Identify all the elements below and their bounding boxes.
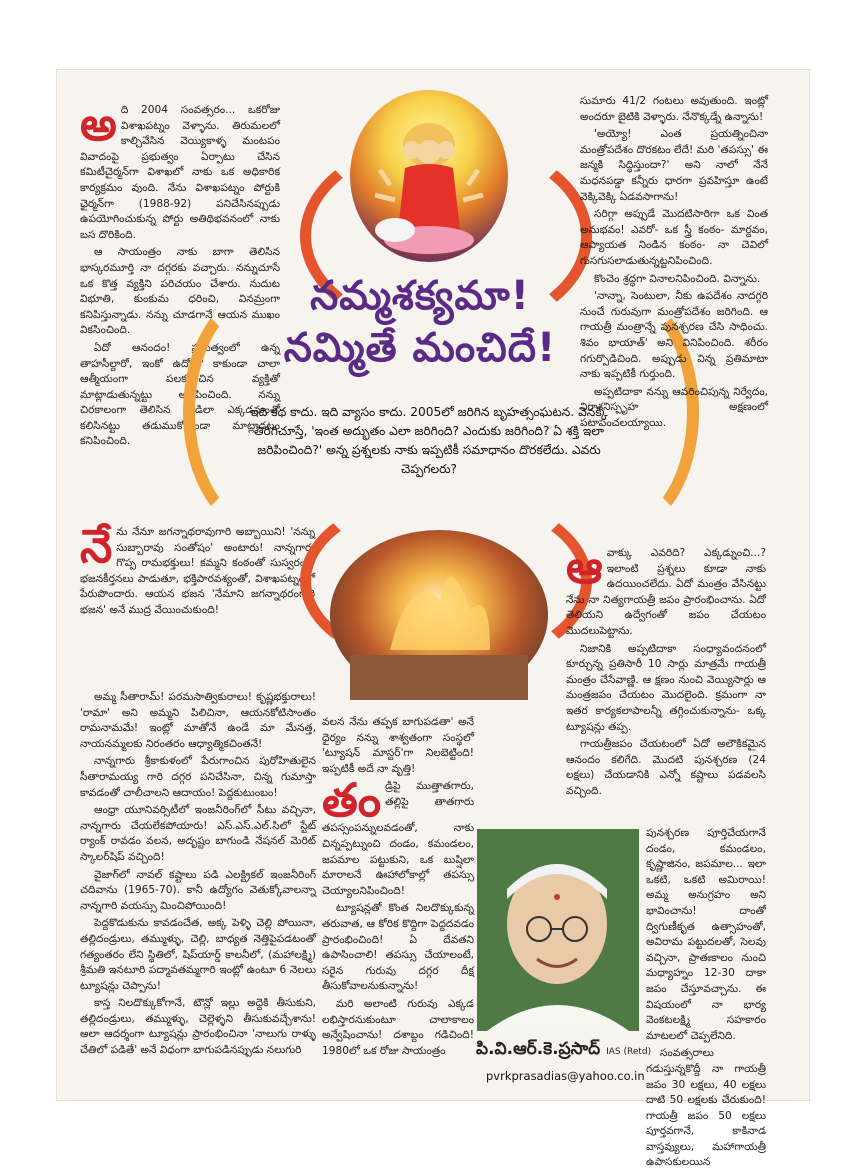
column-2-bottom [322, 715, 474, 1100]
paragraph: పునశ్చరణ పూర్తిచేయగానే దండం, కమండలం, కృష్ణాజినం, జపమాల... ఇలా ఒకటి, ఒకటి అమిరాయి! అమ్మ అనుగ్రహం అని భావించాను! దాంతో ద్విగుణీకృత ఉత్సాహంతో, అవిరామ పట్టుదలతో, సెలవు వచ్చినా, ప్రాతఃకాలం నుంచి మధ్యాహ్నం 12-30 దాకా జపం చేస్తూవచ్చాను. ఈ విషయంలో నా భార్య వెంకటలక్ష్మి సహకారం మాటలలో చెప్పలేనిది. [646, 827, 766, 1042]
paragraph: గాయత్రీజపం చేయటంలో ఏదో అలౌకికమైన ఆనందం కలిగేది. మొదటి పునశ్చరణ (24 లక్షలు) చేయడానికి ఎన్నో కష్టాలు పడవలసి వచ్చింది. [566, 738, 766, 797]
paragraph: సంవత్సరాలు గడుస్తున్నకొద్దీ నా గాయత్రీ జపం 30 లక్షలు, 40 లక్షలు దాటి 50 లక్షలకు చేరుకుంది! గాయత్రీ జపం 50 లక్షలు పూర్తవగానే, కాకినాడ వాస్తవ్యులు, మహాగాయత్రీ ఉపాసకులయిన [646, 1047, 766, 1169]
paragraph: డ్రిపై ముత్తాతగారు, తల్లిపై తాతగారు తపస్సంపన్నులవడంతో, నాకు చిన్నప్పట్నుంచి దండం, కమండలం, జపమాల పట్టుకుని, ఒక బుష్షిలా మారాలనే ఊహాలోకాల్లో తపస్సు చెయ్యాలనిపించింది! [322, 780, 474, 897]
paragraph: 'అయ్యో! ఎంత ప్రయత్నించినా మంత్రోపదేశం దొరకటం లేదే! మరి 'తపస్సు' ఈ జన్మకి సిద్ధిస్తుందా?' అని నాలో నేనే మధనపడ్డా కన్నీరు ధారగా ప్రవహిస్తూ ఉంటే వెక్కివెక్కి ఏడవసాగాను! [580, 128, 768, 203]
column-1-bottom [80, 690, 316, 1100]
intro-text: ఇది కథ కాదు. ఇది వ్యాసం కాదు. 2005లో జరిగిన బృహత్సంఘటన. వెనక్కి తిరిగిచూస్తే, 'ఇంత అద్భుతం ఎలా జరిగింది? ఎందుకు జరిగింది? ఏ శక్తి ఇలా జరిపించింది?' అన్న ప్రశ్నలకు నాకు ఇప్పటికీ సమాధానం దొరకలేదు. ఎవరు చెప్పగలరు? [250, 405, 608, 476]
column-3-bottom [566, 540, 766, 826]
paragraph: ది 2004 సంవత్సరం... ఒకరోజు విశాఖపట్నం వెళ్ళాను. తిరుమలలో కాల్చివేసిన వెయ్యికాళ్ళ మంటపం వివాదంపై ప్రభుత్వం ఏర్పాటు చేసిన కమిటీచైర్మన్‌గా విశాఖలో నాకు ఒక అధికారిక కార్యక్రమం వుంది. నేను విశాఖపట్నం పోర్టుకి ఛైర్మన్‌గా (1988-92) పనిచేసినప్పుడు ఉపయోగించుకున్న పోర్టు అతిథిభవనంలో నాకు బస దొరికింది. [80, 104, 280, 241]
paragraph: ఏదో ఆనందం! ప్రభుత్వంలో ఉన్న తాహసీల్దారో, ఇంకో ఉద్యోగో కాకుండా చాలా ఆత్మీయంగా పలకరించిన వ్యక్తితో మాట్లాడుతున్నట్టు అనిపించింది. నన్ను చిరకాలంగా తెలిసిన వాడిలా ఎక్కడనుంచో కలిసినట్టు తడుముకోకుండా మాట్లాడటం కనిపించింది. [80, 341, 280, 448]
paragraph: ను నేనూ జగన్నాథరావుగారి అబ్బాయిని! 'నన్ను సుబ్బారావు సంతోషం' అంటారు! నాన్నగారు గొప్ప రామభక్తులు! కమ్మని కంఠంతో సుస్వరంగా భజనకీర్తనలు పాడుతూ, భక్తిపారవశ్యంతో, విశాఖపట్నంలో పేరుపొందారు. ఆయన భజన 'నేమాని జగన్నాథరంగారి భజన' అనే ముద్ర వేయించుకుంది! [80, 526, 315, 616]
author-email[interactable]: pvrkprasadias@yahoo.co.in [486, 1069, 645, 1083]
column-1-mid [80, 519, 315, 690]
paragraph: అప్పటిదాకా నన్ను ఆవరించిపున్న నిర్వేదం, నిరాశనిస్పృహ అక్షణంలో పటాపంచలయ్యాయి. [580, 385, 768, 429]
paragraph: నిజానికి అప్పటిదాకా సంధ్యావందనంలో కూర్చున్న ప్రతిసారీ 10 సార్లు మాత్రమే గాయత్రీ మంత్రం చేసేవాణ్ణి. ఆ క్షణం నుంచి వెయ్యిసార్లు ఆ మంత్రజపం చేయటం మొదలైంది. క్రమంగా నా ఇతర కార్యకలాపాలన్నీ తగ్గించుకున్నాను- ఒక్క ట్యూషన్లు తప్ప. [566, 642, 766, 733]
paragraph: ఆ సాయంత్రం నాకు బాగా తెలిసిన భాస్కరమూర్తి నా దగ్గరకు వచ్చారు. నన్నుచూసే ఒక కొత్త వ్యక్తిని పరిచయం చేశారు. నుదుట విభూతి, కుంకుమ ధరించి, వినమ్రంగా కనిపిస్తున్నాడు. నన్ను చూడగానే ఆయన ముఖం వికసించింది. [80, 246, 280, 337]
headline [230, 270, 610, 374]
paragraph: అమ్మ సీతారామ్! పరమసాత్వికురాలు! కృష్ణభక్తురాలు! 'రామా' అని అమ్మని పిలిచినా, ఆయనకోటిసాంతం రామనామమే! ఇంట్లో మాతోనే ఉండే మా మేనత్త, నాయనమ్మలకు నిరంతరం ఆధ్యాత్మికచింతనే! [80, 691, 316, 750]
paragraph: ఆంధ్రా యూనివర్సిటీలో ఇంజనీరింగ్‌లో సీటు వచ్చినా, నాన్నగారు చేయలేకపోయారు! ఎస్.ఎస్.ఎల్.సిలో స్టేట్ ర్యాంక్ రావడం వలన, అదృష్టం బాగుండి నేషనల్ మెరిట్ స్కాలర్‌షిప్ వచ్చింది! [80, 804, 316, 863]
headline-line-2: నమ్మితే మంచిదే! [283, 325, 557, 371]
paragraph: సరిగ్గా అప్పుడే మొదటిసారిగా ఒక వింత అనుభవం! ఎవరో- ఒక స్త్రీ కంఠం- మార్దవం, ఆప్యాయత నిండిన కంఠం- నా చెవిలో గుసగుసలాడుతున్నట్టనిపించింది. [580, 208, 768, 267]
paragraph: 'నాన్నా, సెంటులా, నీకు ఉపదేశం నాదగ్గరి నుంచే గురువుగా మంత్రోపదేశం జరిగింది. ఆ గాయత్రీ మంత్రాన్నే పునశ్చరణ చేసి సాధించు. శివం భాయాత్' అని వినిపించింది. శరీరం గగుర్పొడిచింది. అప్పుడు విన్న ప్రతిమాటా నాకు ఇప్పటికీ గుర్తుంది. [580, 290, 768, 381]
paragraph: మరి అలాంటి గురువు ఎక్కడ లభిస్తారనుకుంటూ చాలాకాలం అన్వేషించాను! దశాబ్దం గడిచింది! 1980లో ఒక రోజు సాయంత్రం [322, 997, 474, 1057]
drop-cap: అ [80, 97, 117, 151]
author-photo [477, 829, 639, 1031]
headline-line-1: నమ్మశక్యమా! [310, 273, 530, 319]
paragraph: సుమారు 41/2 గంటలు అవుతుంది. ఇంట్లో అందరూ బైటికి వెళ్ళారు. నేనొక్కడ్నే ఉన్నాను! [580, 95, 768, 123]
author-title: IAS (Retd) [606, 1047, 652, 1057]
paragraph: ట్యూషన్లతో కొంత నిలదొక్కుకున్న తరువాత, ఆ కోరిక కొద్దిగా పెద్దదవడం ప్రారంభించింది! ఏ దేవతని ఉపాసించాలి! తపస్సు చేయాలంటే, సరైన గురువు దగ్గర దీక్ష తీసుకోవాలనుకున్నాను! [322, 902, 474, 993]
author-name: పి.వి.ఆర్.కె.ప్రసాద్ [476, 1039, 601, 1059]
paragraph: వైజాగ్‌లో నావల్ కష్టాలు పడి ఎలక్ట్రికల్ ఇంజనీరింగ్ చదివాను (1965-70). కానీ ఉద్యోగం వెతుక్కోవాలన్నా నాన్నగారి వయస్సు మించిపోయింది! [80, 868, 316, 912]
goddess-image [350, 90, 508, 262]
paragraph: పెద్దకొడుకును కావడంచేత, అక్క పెళ్ళి చెల్లి పోయినా, తల్లిదండ్రులు, తమ్ముళ్ళు, చెల్లి, బాధ్యత నెత్తిపైపడటంతో గత్యంతరం లేని స్థితిలో, షిప్‌యార్డ్ కాలనీలో, (మహాలక్ష్మి) శ్రీమతి ఇనటూరి పద్మావతమ్మగారి ఇంట్లో ఉంటూ 6 నెలలు ట్యూషన్లు చెప్పాను! [80, 917, 316, 992]
paragraph: వాక్కు ఎవరిది? ఎక్కడ్నుంచి...? ఇలాంటి ప్రశ్నలు కూడా నాకు ఉదయించలేదు. ఏదో మంత్రం వేసినట్టు నేను నా నిత్యగాయత్రీ జపం ప్రారంభించాను. ఏదో తెలియని ఉద్వేగంతో జపం చేయటం మొదలుపెట్టాను. [566, 547, 766, 637]
drop-cap: నే [80, 519, 113, 573]
fire-image [330, 530, 548, 700]
paragraph: కొంచెం శ్రద్ధగా వినాలనిపించింది. విన్నాను. [594, 272, 761, 285]
drop-cap: ఆ [566, 540, 603, 594]
drop-cap: తం [322, 773, 382, 828]
author-byline [476, 1039, 756, 1063]
paragraph: కాస్త నిలదొక్కుకోగానే, టౌన్లో ఇల్లు అద్దెకి తీసుకుని, తల్లిదండ్రులు, తమ్ముళ్ళు, చెల్లెళ్ళని తీసుకువచ్చేశాను! అలా ఆదర్శంగా ట్యూషన్లు ప్రారంభించినా 'నాలుగు రాళ్ళు చేతిలో పడితే' అనే విధంగా బాగుపడినప్పుడు నలుగురి [80, 997, 316, 1057]
paragraph: నాన్నగారు శ్రీకాకుళంలో పేరుగాంచిన పురోహితులైన సీతారామయ్య గారి దగ్గర పనిచేసినా, చిన్న గుమాస్తా కావడంతో చాలీచాలని ఆదాయం! పెద్దకుటుంబం! [80, 755, 316, 799]
column-3-top [580, 94, 768, 536]
paragraph: వలన నేను తప్పక బాగుపడతా' అనే ధైర్యం నన్ను శాశ్వతంగా సంస్థలో 'ట్యూషన్ మాస్టర్'గా నిలబెట్టింది! ఇప్పటికీ అదే నా వృత్తి! [322, 716, 474, 775]
